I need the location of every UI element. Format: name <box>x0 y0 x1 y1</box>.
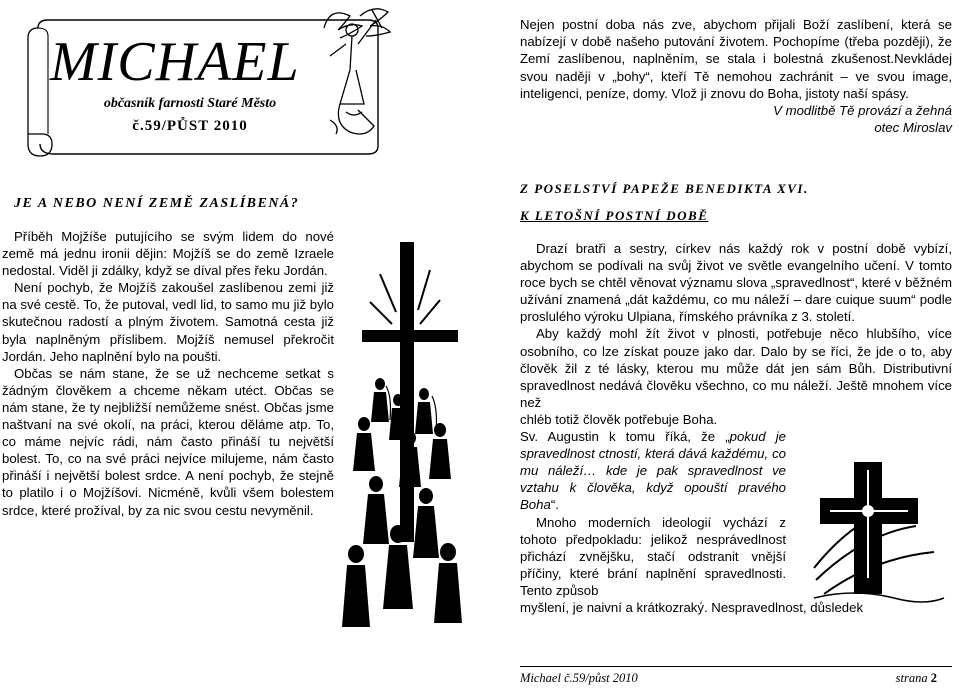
page-label: strana <box>895 671 928 685</box>
right-paragraph-2-text: Aby každý mohl žít život v plnosti, potřebuje něco hlubšího, více osobního, co lze získat pouze jako dar. Dalo by se říci, že jde o to, aby člověk žil z té lásky, kterou mu může dát jen sám Bůh. Distributivní spravedlnost nedává člověku všechno, co mu náleží. Ještě mnohem více než <box>520 326 952 410</box>
right-paragraph-2-end: chléb totiž člověk potřebuje Boha. <box>520 411 718 427</box>
footer-rule <box>520 666 952 667</box>
left-paragraph-2: Není pochyb, že Mojžíš zakoušel zaslíbenou zemi již na své cestě. To, že putoval, vedl lid, to samo mu již bylo skutečnou radostí a plným životem. Samotná cesta již byla naplněným příslibem. Mojžíš nemusel překročit Jordán. Jeho naplnění bylo na poušti. <box>2 280 334 364</box>
newsletter-title: MICHAEL <box>50 31 300 93</box>
right-paragraph-4: Mnoho moderních ideologií vychází z tohoto předpokladu: jelikož nesprávedlnost přichází zvnějšku, stačí odstranit vnější příčiny, které brání naplnění spravedlnosti. Tento způsob <box>520 514 786 598</box>
issue-number: č.59/PŮST 2010 <box>132 118 248 134</box>
cross-with-pilgrims-illustration <box>340 234 470 674</box>
footer-page-number <box>896 671 937 686</box>
right-paragraph-1: Drazí bratři a sestry, církev nás každý rok v postní době vybízí, abychom se podívali na svůj život ve světle evangelního učení. V tomto roce bych se chtěl věnovat významu slova „spravedlnost“, které v běžném užívání znamená „dát každému, co mu náleží – dare cuique suum“ podle proslulého výroku Ulpiana, římského právníka z 3. století. <box>520 241 952 325</box>
augustine-intro: Sv. Augustin k tomu říká, že „ <box>520 429 730 445</box>
page-number: 2 <box>930 671 937 685</box>
right-paragraph-4-end: myšlení, je naivní a krátkozraký. Nespravedlnost, důsledek <box>520 599 864 615</box>
left-article-body <box>2 228 334 519</box>
augustine-quote-close: “. <box>550 497 559 513</box>
right-paragraph-3 <box>520 428 786 513</box>
archangel-michael-illustration <box>310 0 394 140</box>
signature: otec Miroslav <box>874 120 952 136</box>
left-paragraph-3: Občas se nám stane, že se už nechceme setkat s žádným člověkem a chceme někam utéct. Občas se nám stane, že ty nejbližší nemůžeme snést. Občas jsme naštvaní na své okolí, na práci, kterou děláme atp. To, co máme nejvíc rádi, nám často přináší tu největší bolest. To, co na své práci nejvíce milujeme, nám často přináší i největší bolest srdce. A není pochyb, že stejně to platilo i o Mojžíšovi. Nicméně, kvůli všem bolestem srdce, které prožíval, by za nic svou cestu nevyměnil. <box>2 365 334 518</box>
pastor-letter-paragraph: Nejen postní doba nás zve, abychom přijali Boží zaslíbení, která se nabízejí v době našeho putování životem. Pochopíme (třeba později), že Zemí zaslíbenou, naplněním, se stala i bolestná zkušenost.Nevkládej svou naději v „bohy“, kteří Tě nemohou zachránit – ve svou image, inteligenci, peníze, domy. Vlož ji znovu do Boha, jistoty naší spásy. <box>520 17 952 101</box>
augustine-quote: pokud je spravedlnost ctností, která dává každému, co mu náleží… kde je pak spravedlnost ve vztahu k člověka, když opouští pravého Boha <box>520 429 786 513</box>
newsletter-subtitle: občasník farnosti Staré Město <box>103 96 277 111</box>
left-paragraph-1: Příběh Mojžíše putujícího se svým lidem do nové země má jednu ironii dějin: Mojžíš se do země Izraele nedostal. Viděl ji zdálky, když se díval přes řeku Jordán. <box>2 229 334 279</box>
radiant-cross-illustration <box>794 448 954 624</box>
left-article-heading: JE A NEBO NENÍ ZEMĚ ZASLÍBENÁ? <box>14 196 300 211</box>
right-paragraph-2 <box>520 325 952 410</box>
footer-issue: Michael č.59/půst 2010 <box>520 671 638 685</box>
pastor-letter <box>520 16 952 136</box>
right-article-heading: Z POSELSTVÍ PAPEŽE BENEDIKTA XVI. <box>520 181 809 196</box>
right-article-subheading: K LETOŠNÍ POSTNÍ DOBĚ <box>520 208 709 223</box>
blessing-line: V modlitbě Tě provází a žehná <box>773 103 952 119</box>
